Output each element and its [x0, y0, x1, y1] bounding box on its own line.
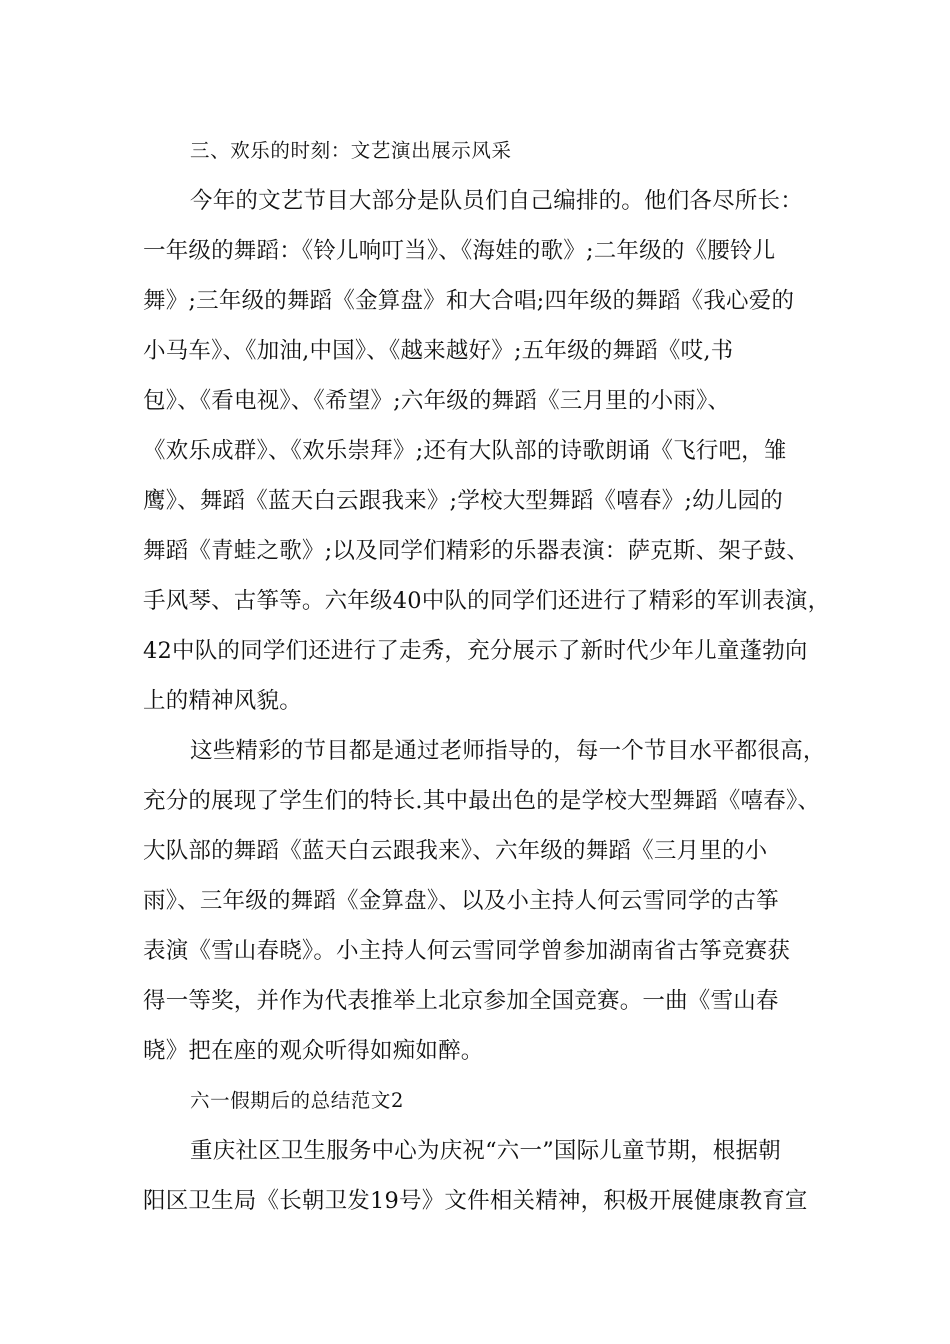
paragraph-line: 晓》把在座的观众听得如痴如醉。 — [143, 1038, 484, 1064]
paragraph-line: 小马车》、《加油,中国》、《越来越好》;五年级的舞蹈《哎,书 — [143, 338, 734, 364]
paragraph-line: 包》、《看电视》、《希望》;六年级的舞蹈《三月里的小雨》、 — [143, 388, 731, 414]
paragraph-line: 舞蹈《青蛙之歌》;以及同学们精彩的乐器表演：萨克斯、架子鼓、 — [143, 538, 810, 564]
paragraph-line: 雨》、三年级的舞蹈《金算盘》、以及小主持人何云雪同学的古筝 — [143, 888, 779, 914]
paragraph-line: 表演《雪山春晓》。小主持人何云雪同学曾参加湖南省古筝竞赛获 — [143, 938, 791, 964]
paragraph-line: 一年级的舞蹈：《铃儿响叮当》、《海娃的歌》;二年级的《腰铃儿 — [143, 238, 776, 264]
paragraph-line: 这些精彩的节目都是通过老师指导的，每一个节目水平都很高， — [190, 738, 826, 764]
paragraph-line: 鹰》、舞蹈《蓝天白云跟我来》;学校大型舞蹈《嘻春》;幼儿园的 — [143, 488, 783, 514]
paragraph-line: 阳区卫生局《长朝卫发19号》文件相关精神，积极开展健康教育宣 — [143, 1188, 808, 1214]
section-title: 六一假期后的总结范文2 — [190, 1089, 405, 1112]
paragraph-line: 手风琴、古筝等。六年级40中队的同学们还进行了精彩的军训表演， — [143, 588, 831, 614]
paragraph-line: 今年的文艺节目大部分是队员们自己编排的。他们各尽所长： — [190, 188, 803, 214]
paragraph-line: 重庆社区卫生服务中心为庆祝“六一”国际儿童节期，根据朝 — [190, 1138, 781, 1164]
paragraph-line: 大队部的舞蹈《蓝天白云跟我来》、六年级的舞蹈《三月里的小 — [143, 838, 768, 864]
paragraph-line: 得一等奖，并作为代表推举上北京参加全国竞赛。一曲《雪山春 — [143, 988, 779, 1014]
section-heading: 三、欢乐的时刻：文艺演出展示风采 — [190, 139, 512, 162]
paragraph-line: 《欢乐成群》、《欢乐崇拜》;还有大队部的诗歌朗诵《飞行吧，雏 — [143, 438, 787, 464]
paragraph-line: 充分的展现了学生们的特长.其中最出色的是学校大型舞蹈《嘻春》、 — [143, 788, 821, 814]
paragraph-line: 42中队的同学们还进行了走秀，充分展示了新时代少年儿童蓬勃向 — [143, 638, 808, 664]
paragraph-line: 舞》;三年级的舞蹈《金算盘》和大合唱;四年级的舞蹈《我心爱的 — [143, 288, 795, 314]
paragraph-line: 上的精神风貌。 — [143, 688, 302, 714]
